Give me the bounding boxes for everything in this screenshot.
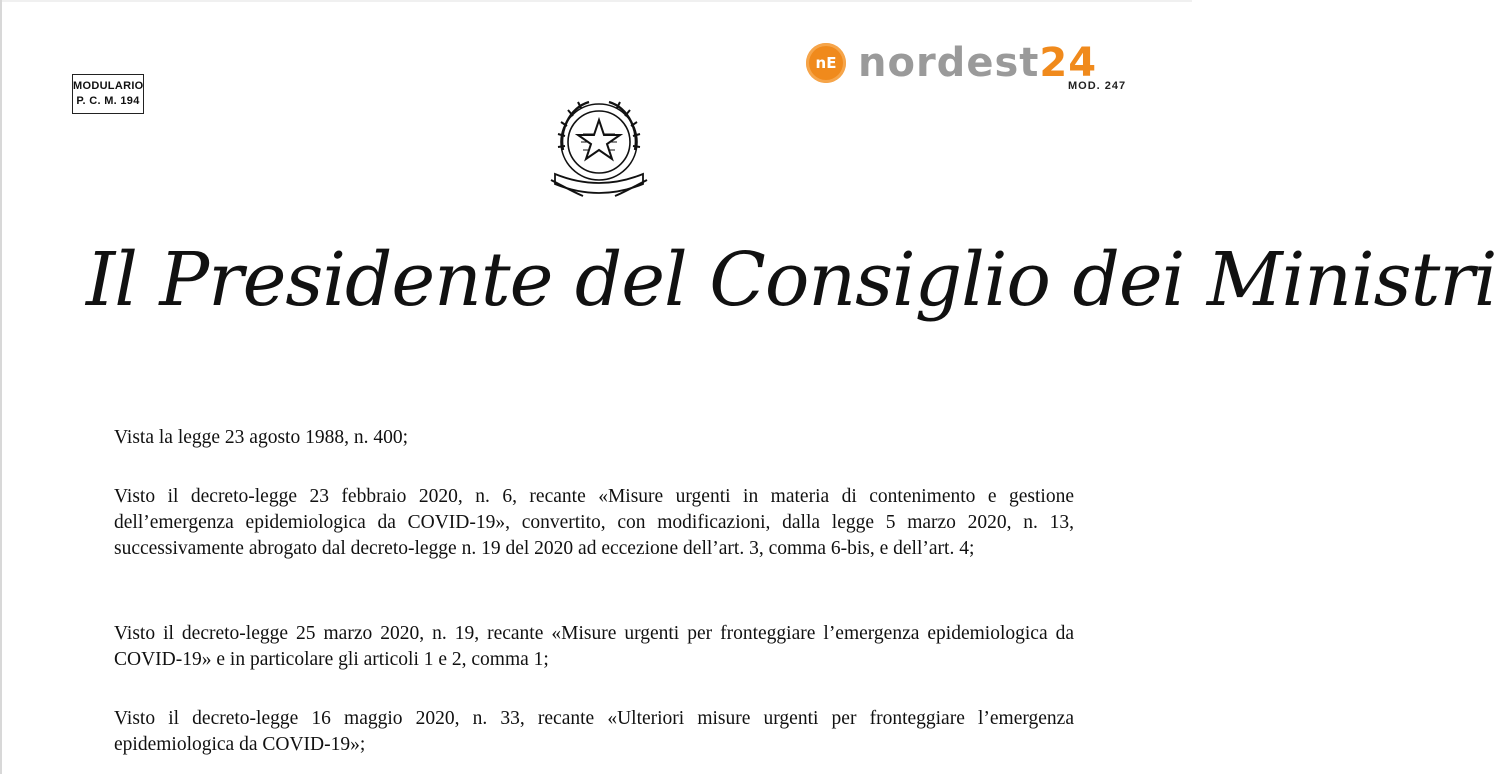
logo-number: 24 xyxy=(1039,40,1098,86)
mod-code: MOD. 247 xyxy=(1068,80,1127,92)
logo-wordmark xyxy=(858,40,1098,86)
paragraph-4: Visto il decreto-legge 16 maggio 2020, n. 33, recante «Ulteriori misure urgenti per fronteggiare l’emergenza epidemiologica da COVID-19»; xyxy=(114,708,1074,755)
page-title: Il Presidente del Consiglio dei Ministri xyxy=(86,237,1496,323)
paragraph-3: Visto il decreto-legge 25 marzo 2020, n. 19, recante «Misure urgenti per fronteggiare l’emergenza epidemiologica da COVID-19» e in particolare gli articoli 1 e 2, comma 1; xyxy=(114,623,1074,670)
modulario-line2: P. C. M. 194 xyxy=(76,95,140,107)
nordest24-logo xyxy=(806,42,1097,84)
page-top-edge xyxy=(0,0,1192,2)
paragraph-2: Visto il decreto-legge 23 febbraio 2020, n. 6, recante «Misure urgenti in materia di contenimento e gestione dell’emergenza epidemiologica da COVID-19», convertito, con modificazioni, dalla legge 5 marzo 2020, n. 13, successivamente abrogato dal decreto-legge n. 19 del 2020 ad eccezione dell’art. 3, comma 6-bis, e dell’art. 4; xyxy=(114,486,1074,559)
page-left-edge xyxy=(0,0,2,774)
logo-text: nordest xyxy=(858,40,1040,86)
modulario-box xyxy=(72,74,144,114)
italian-republic-emblem-icon xyxy=(543,92,655,204)
paragraph-1: Vista la legge 23 agosto 1988, n. 400; xyxy=(114,427,408,448)
modulario-line1: MODULARIO xyxy=(73,80,144,92)
nordest24-logo-icon: nE xyxy=(806,43,846,83)
